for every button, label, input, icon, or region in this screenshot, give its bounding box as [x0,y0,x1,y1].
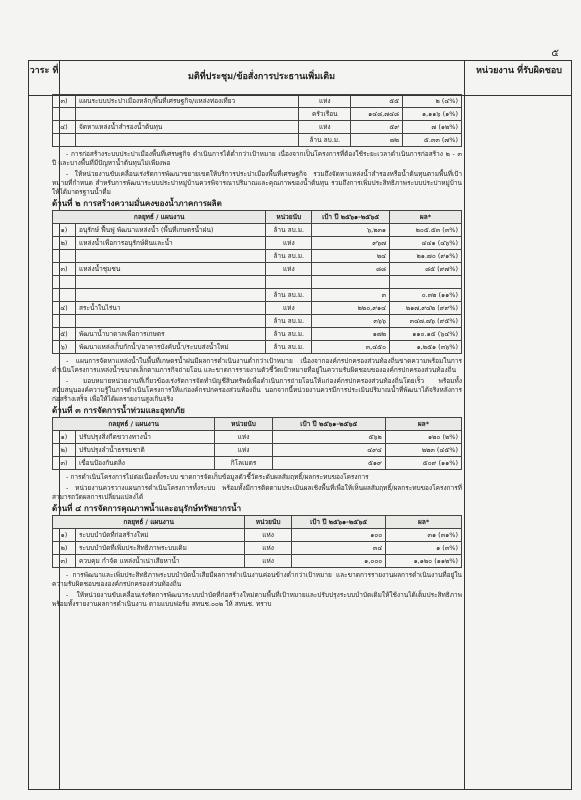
count-unit: ล้าน ลบ.ม. [266,250,312,263]
resolution-body [52,94,462,611]
table-section3 [52,417,462,470]
result-value: ๐.๓๒ (๑๑%) [390,289,462,302]
section-title: ด้านที่ ๓ การจัดการน้ำท่วมและอุทกภัย [52,406,185,415]
header-strategy: กลยุทธ์ / แผนงาน [53,211,266,224]
plan-name [76,134,299,147]
plan-name: แผนระบบประปาเมืองหลัก/พื้นที่เศรษฐกิจ/แหล่งท่องเที่ยว [76,95,299,108]
target-value: ๓๔ [291,542,385,555]
paragraph: - หน่วยงานควรวางแผนการดำเนินโครงการทั้งระบบ พร้อมทั้งมีการติดตามประเมินผลเชิงพื้นที่เพื่อให้เห็นผลสัมฤทธิ์/ผลกระทบของโครงการที่สามารถวัดผลการเปลี่ยนแปลงได้ [52,484,462,501]
table-row [53,250,462,263]
plan-name: พัฒนาแหล่งเก็บกักน้ำ/อาคารบังคับน้ำ/ระบบส่งน้ำใหม่ [76,341,266,354]
header-result: ผล* [390,211,462,224]
header-agenda: วาระ ที่ [29,66,59,76]
result-value [390,276,462,289]
column-divider [464,61,465,789]
plan-name [76,289,266,302]
section-title: ด้านที่ ๒ การสร้างความมั่นคงของน้ำภาคการผลิต [52,199,222,208]
target-value: ๑๐๐ [291,529,385,542]
header-target: เป้า ปี ๒๕๖๑-๒๕๖๕ [291,516,385,529]
result-value: ๓๑ (๓๑%) [386,529,462,542]
plan-name: แหล่งน้ำเพื่อการอนุรักษ์ดินและน้ำ [76,237,266,250]
table-section2 [52,210,462,354]
target-value: ๔๙๔ [272,444,385,457]
count-unit: แห่ง [266,237,312,250]
header-resolution: มติที่ประชุม/ข้อสั่งการประธานเพิ่มเติม [187,72,336,82]
count-unit: ครัวเรือน [299,108,351,121]
result-value: ๒๐๕.๕๓ (๓%) [390,224,462,237]
result-value: ๑๒๐ (๒%) [385,431,461,444]
table-row [53,328,462,341]
count-unit: แห่ง [245,529,292,542]
plan-name: ระบบบำบัดที่เพิ่มประสิทธิภาพระบบเดิม [76,542,245,555]
plan-name [76,108,299,121]
count-unit: ล้าน ลบ.ม. [299,134,351,147]
plan-name [76,250,266,263]
count-unit: ล้าน ลบ.ม. [266,289,312,302]
header-strategy: กลยุทธ์ / แผนงาน [53,516,245,529]
plan-name: เขื่อนป้องกันตลิ่ง [76,457,215,470]
paragraph: - ให้หน่วยงานขับเคลื่อนเร่งรัดการพัฒนาขยายเขตให้บริการประปาเมืองพื้นที่เศรษฐกิจ รวมถึงจัดหาแหล่งน้ำสำรองหรือน้ำต้นทุนตามพื้นที่เป้าหมายที่กำหนด สำหรับการพัฒนาระบบประปาหมู่บ้านควรพิจารณาปริมาณและคุณภาพของน้ำต้นทุน รวมถึงการเพิ่มประสิทธิภาพระบบประปาหมู่บ้านให้ได้มาตรฐานน้ำดื่ม [52,170,462,196]
table-row [53,121,462,134]
table-row [53,134,462,147]
header-unit: หน่วยนับ [266,211,312,224]
plan-name: จัดหาแหล่งน้ำสำรองน้ำต้นทุน [76,121,299,134]
table-row [53,224,462,237]
count-unit: แห่ง [215,431,273,444]
plan-name: ปรับปรุงลำน้ำธรรมชาติ [76,444,215,457]
paragraph: - การดำเนินโครงการไม่ต่อเนื่องทั้งระบบ ขาดการจัดเก็บข้อมูลตัวชี้วัดระดับผลสัมฤทธิ์/ผลกระทบของโครงการ [66,473,369,481]
result-value: ๑๑๐.๑๕ (๖๔%) [390,328,462,341]
plan-name: สระน้ำในไร่นา [76,302,266,315]
paragraph: - ให้หน่วยงานขับเคลื่อนเร่งรัดการพัฒนาระบบบำบัดที่ก่อสร้างใหม่ตามพื้นที่เป้าหมายและปรับปรุงระบบบำบัดเดิมให้ใช้งานได้เต็มประสิทธิภาพ พร้อมทั้งรายงานผลการดำเนินงาน ตามแบบฟอร์ม สทนช.๐๐๒ ให้ สทนช. ทราบ [52,591,462,608]
row-number: ๒) [53,237,76,250]
target-value: ๕๖๒ [272,431,385,444]
result-value: ๒ (๔%) [403,95,462,108]
row-number: ๔) [53,121,76,134]
row-number [53,315,76,328]
table-row [53,302,462,315]
result-value: ๒๑.๗๐ (๙๑%) [390,250,462,263]
result-value: ๘๕ (๙๗%) [390,263,462,276]
target-value: ๑,๐๐๐ [291,555,385,568]
table-section4 [52,515,462,568]
table-row [53,457,462,470]
table-row [53,315,462,328]
row-number: ๔) [53,302,76,315]
row-number: ๓) [53,263,76,276]
target-value: ๑๔๘,๗๔๘ [351,108,403,121]
plan-name: แหล่งน้ำชุมชน [76,263,266,276]
row-number: ๓) [53,457,76,470]
row-number: ๖) [53,341,76,354]
row-number [53,250,76,263]
table-row [53,237,462,250]
count-unit: แห่ง [299,95,351,108]
row-number: ๕) [53,328,76,341]
count-unit [266,276,312,289]
table-row [53,341,462,354]
section-title: ด้านที่ ๔ การจัดการคุณภาพน้ำและอนุรักษ์ทรัพยากรน้ำ [52,504,242,513]
result-value: ๑,๑๑๖ (๑%) [403,108,462,121]
header-unit: หน่วยนับ [245,516,292,529]
target-value: ๘๘ [312,263,390,276]
count-unit: ล้าน ลบ.ม. [266,328,312,341]
table-row [53,444,462,457]
target-value: ๖,๒๓๑ [312,224,390,237]
count-unit: แห่ง [266,263,312,276]
target-value: ๓,๔๕๐ [312,341,390,354]
header-target: เป้า ปี ๒๕๖๑-๒๕๖๕ [312,211,390,224]
header-result: ผล* [386,516,462,529]
result-value: ๕.๓๓ (๗%) [403,134,462,147]
header-unit: หน่วยนับ [215,418,273,431]
plan-name: ปรับปรุงสิ่งกีดขวางทางน้ำ [76,431,215,444]
paragraph: - การพัฒนาและเพิ่มประสิทธิภาพระบบบำบัดน้ำเสียมีผลการดำเนินงานค่อนข้างต่ำกว่าเป้าหมาย และขาดการรายงานผลการดำเนินงานที่อยู่ในความรับผิดชอบขององค์กรปกครองส่วนท้องถิ่น [52,571,462,588]
table-row [53,431,462,444]
paragraph: - มอบหมายหน่วยงานที่เกี่ยวข้องเร่งรัดการจัดทำบัญชีสินทรัพย์เพื่อดำเนินการถ่ายโอนให้แก่องค์กรปกครองส่วนท้องถิ่นโดยเร็ว พร้อมทั้งสนับสนุนองค์ความรู้ในการดำเนินโครงการให้แก่องค์กรปกครองส่วนท้องถิ่น นอกจากนี้หน่วยงานควรมีการประเมินปริมาณน้ำที่พัฒนาได้จริงหลังการก่อสร้างเสร็จ เพื่อให้ได้ผลรายงานสูงเกินจริง [52,377,462,403]
result-value: ๕๐๙ (๑๑%) [385,457,461,470]
row-number [53,134,76,147]
row-number: ๑) [53,224,76,237]
result-value: ๒๑๗,๙๔๒ (๙๙%) [390,302,462,315]
count-unit: ล้าน ลบ.ม. [266,224,312,237]
plan-name: อนุรักษ์ ฟื้นฟู พัฒนาแหล่งน้ำ (พื้นที่เกษตรน้ำฝน) [76,224,266,237]
plan-name: พัฒนาน้ำบาดาลเพื่อการเกษตร [76,328,266,341]
result-value: ๔๔๑ (๔๖%) [390,237,462,250]
target-value: ๙๖๗ [312,237,390,250]
target-value [312,276,390,289]
count-unit: แห่ง [215,444,273,457]
target-value: ๑๗๒ [312,328,390,341]
table-row [53,542,462,555]
result-value: ๑ (๓%) [386,542,462,555]
row-number: ๒) [53,542,76,555]
result-value: ๓๔๗.๗๖ (๙๕%) [390,315,462,328]
count-unit: แห่ง [299,121,351,134]
table-row [53,529,462,542]
header-agency: หน่วยงาน ที่รับผิดชอบ [476,66,562,76]
plan-name [76,276,266,289]
plan-name [76,315,266,328]
result-value: ๒๒๓ (๔๕%) [385,444,461,457]
paragraph: - การก่อสร้างระบบประปาเมืองพื้นที่เศรษฐกิจ ดำเนินการได้ต่ำกว่าเป้าหมาย เนื่องจากเป็นโครงการที่ต้องใช้ระยะเวลาดำเนินการก่อสร้าง ๒ - ๓ ปี และบางพื้นที่มีปัญหาน้ำต้นทุนไม่เพียงพอ [52,150,462,167]
count-unit: แห่ง [245,555,292,568]
table-row [53,555,462,568]
header-strategy: กลยุทธ์ / แผนงาน [53,418,215,431]
row-number: ๒) [53,444,76,457]
table-row [53,263,462,276]
plan-name: ระบบบำบัดที่ก่อสร้างใหม่ [76,529,245,542]
result-value: ๑,๒๕๑ (๓๖%) [390,341,462,354]
target-value: ๕๕ [351,95,403,108]
target-value: ๒๒๐,๙๑๔ [312,302,390,315]
target-value: ๓๖๖ [312,315,390,328]
count-unit: แห่ง [266,302,312,315]
paragraph: - แผนการจัดหาแหล่งน้ำในพื้นที่เกษตรน้ำฝนมีผลการดำเนินงานต่ำกว่าเป้าหมาย เนื่องจากองค์กรปกครองส่วนท้องถิ่นขาดความพร้อมในการดำเนินโครงการแหล่งน้ำขนาดเล็กตามภารกิจถ่ายโอน และขาดการรายงานตัวชี้วัดเป้าหมายที่อยู่ในความรับผิดชอบขององค์กรปกครองส่วนท้องถิ่น [52,357,462,374]
row-number [53,276,76,289]
plan-name: ควบคุม กำจัด แหล่งน้ำเน่าเสียหาน้ำ [76,555,245,568]
count-unit: กิโลเมตร [215,457,273,470]
result-value: ๑,๑๒๐ (๑๑๒%) [386,555,462,568]
target-value: ๕๙ [351,121,403,134]
target-value: ๗๒ [351,134,403,147]
row-number [53,108,76,121]
table-row [53,289,462,302]
count-unit: ล้าน ลบ.ม. [266,341,312,354]
header-result: ผล* [385,418,461,431]
header-target: เป้า ปี ๒๕๖๑-๒๕๖๕ [272,418,385,431]
count-unit: แห่ง [245,542,292,555]
table-row [53,95,462,108]
row-number: ๑) [53,529,76,542]
row-number: ๓) [53,555,76,568]
row-number: ๓) [53,95,76,108]
target-value: ๓ [312,289,390,302]
count-unit: ล้าน ลบ.ม. [266,315,312,328]
table-row [53,108,462,121]
result-value: ๗ (๑๒%) [403,121,462,134]
row-number [53,289,76,302]
row-number: ๑) [53,431,76,444]
page-number: ๕ [551,48,559,59]
target-value: ๕๑๙ [272,457,385,470]
table-section1-continued [52,94,462,147]
table-row [53,276,462,289]
target-value: ๒๔ [312,250,390,263]
